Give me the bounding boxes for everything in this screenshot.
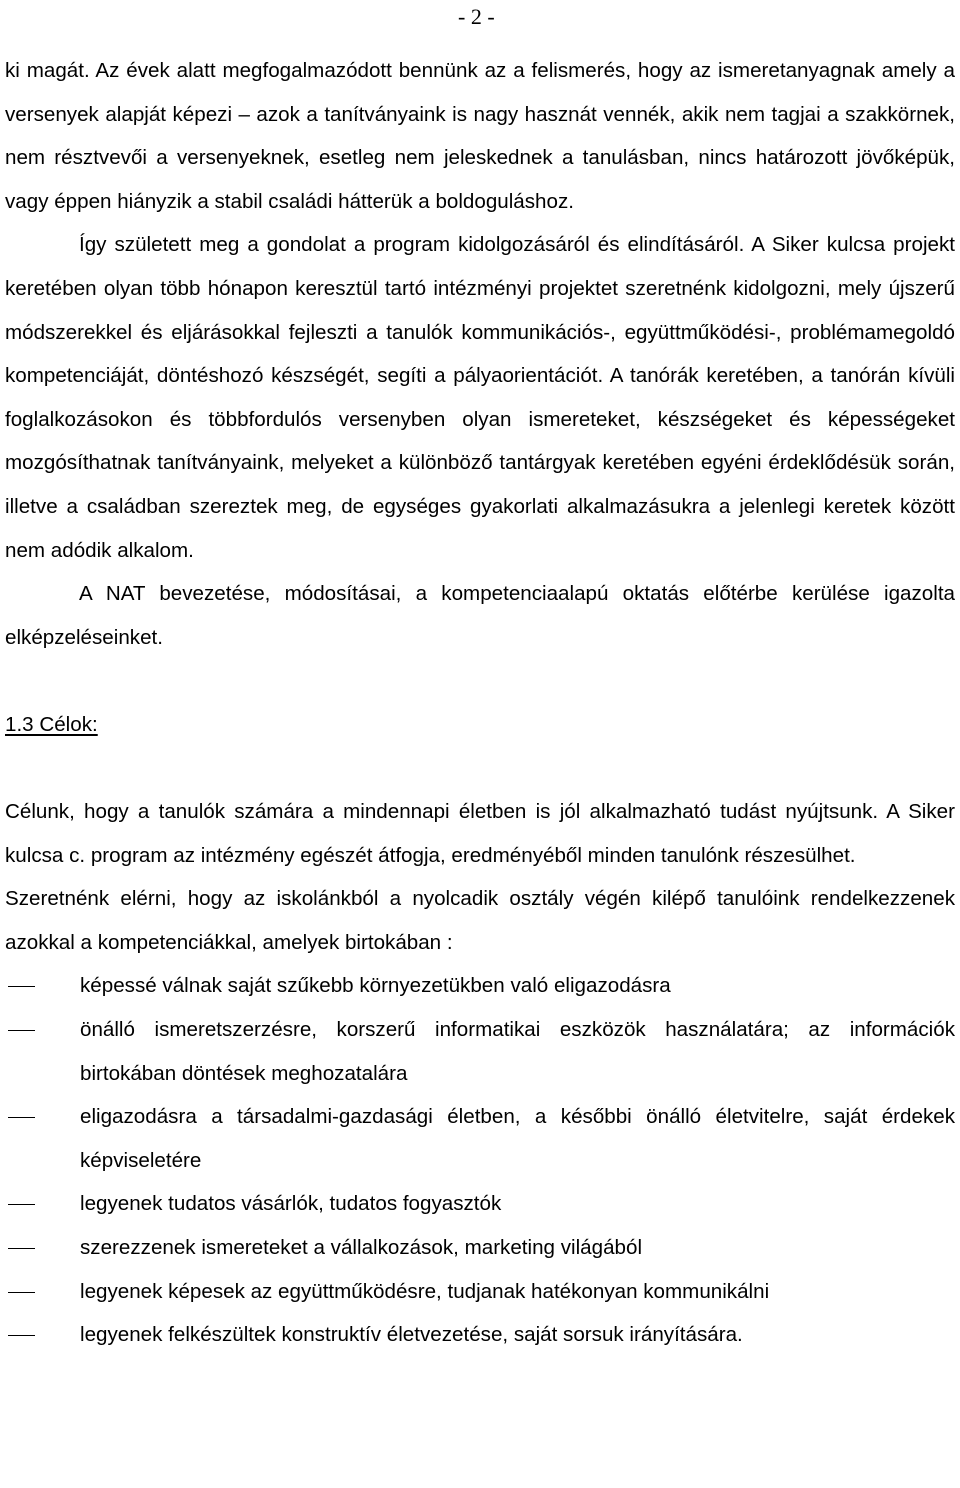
list-item — [5, 1182, 955, 1226]
dash-bullet-icon — [8, 1292, 35, 1293]
list-item-text: legyenek képesek az együttműködésre, tudjanak hatékonyan kommunikálni — [80, 1279, 770, 1303]
paragraph-program-idea: Így született meg a gondolat a program kidolgozásáról és elindításáról. A Siker kulcsa projekt keretében olyan több hónapon keresztül tartó intézményi projektet szeretnénk kidolgozni, mely újszerű módszerekkel és eljárásokkal fejleszti a tanulók kommunikációs-, együttműködési-, problémamegoldó kompetenciáját, döntéshozó készségét, segíti a pályaorientációt. A tanórák keretében, a tanórán kívüli foglalkozásokon és többfordulós versenyben olyan ismereteket, készségeket és képességeket mozgósíthatnak tanítványaink, melyeket a különböző tantárgyak keretében egyéni érdeklődésük során, illetve a családban szereztek meg, de egységes gyakorlati alkalmazásukra a jelenlegi keretek között nem adódik alkalom. — [5, 233, 955, 562]
dash-bullet-icon — [8, 1204, 35, 1205]
spacer — [5, 747, 955, 791]
list-item-text: legyenek tudatos vásárlók, tudatos fogyasztók — [80, 1192, 502, 1216]
list-item-text: szerezzenek ismereteket a vállalkozások, marketing világából — [80, 1236, 643, 1260]
list-item — [5, 1313, 955, 1357]
list-item — [5, 964, 955, 1008]
section-heading: 1.3 Célok: — [5, 712, 98, 736]
dash-bullet-icon — [8, 1117, 35, 1118]
list-item-text: legyenek felkészültek konstruktív életvezetése, saját sorsuk irányítására. — [80, 1323, 743, 1347]
list-item — [5, 1095, 955, 1182]
document-body — [5, 49, 955, 1357]
paragraph-intro: ki magát. Az évek alatt megfogalmazódott bennünk az a felismerés, hogy az ismeretanyagnak amely a versenyek alapját képezi – azok a tanítványaink is nagy hasznát vennék, akik nem tagjai a szakkörnek, nem résztvevői a versenyeknek, esetleg nem jeleskednek a tanulásban, nincs határozott jövőképük, vagy éppen hiányzik a stabil családi hátterük a boldoguláshoz. — [5, 59, 955, 213]
spacer — [5, 659, 955, 703]
paragraph-goals: Célunk, hogy a tanulók számára a mindennapi életben is jól alkalmazható tudást nyújtsunk. A Siker kulcsa c. program az intézmény egészét átfogja, eredményéből minden tanulónk részesülhet. — [5, 800, 955, 867]
list-item — [5, 1226, 955, 1270]
list-item-text: önálló ismeretszerzésre, korszerű informatikai eszközök használatára; az információk birtokában döntések meghozatalára — [80, 1018, 955, 1085]
paragraph-competencies: Szeretnénk elérni, hogy az iskolánkból a nyolcadik osztály végén kilépő tanulóink rendelkezzenek azokkal a kompetenciákkal, amelyek birtokában : — [5, 887, 955, 954]
page-number: - 2 - — [458, 4, 495, 29]
dash-bullet-icon — [8, 1248, 35, 1249]
competency-list — [5, 964, 955, 1356]
list-item — [5, 1270, 955, 1314]
list-item-text: képessé válnak saját szűkebb környezetükben való eligazodásra — [80, 974, 671, 998]
list-item-text: eligazodásra a társadalmi-gazdasági életben, a későbbi önálló életvitelre, saját érdekek képviseletére — [80, 1105, 955, 1172]
list-item — [5, 1008, 955, 1095]
dash-bullet-icon — [8, 1335, 35, 1336]
paragraph-nat: A NAT bevezetése, módosításai, a kompetenciaalapú oktatás előtérbe kerülése igazolta elképzeléseinket. — [5, 582, 955, 649]
dash-bullet-icon — [8, 986, 35, 987]
dash-bullet-icon — [8, 1030, 35, 1031]
